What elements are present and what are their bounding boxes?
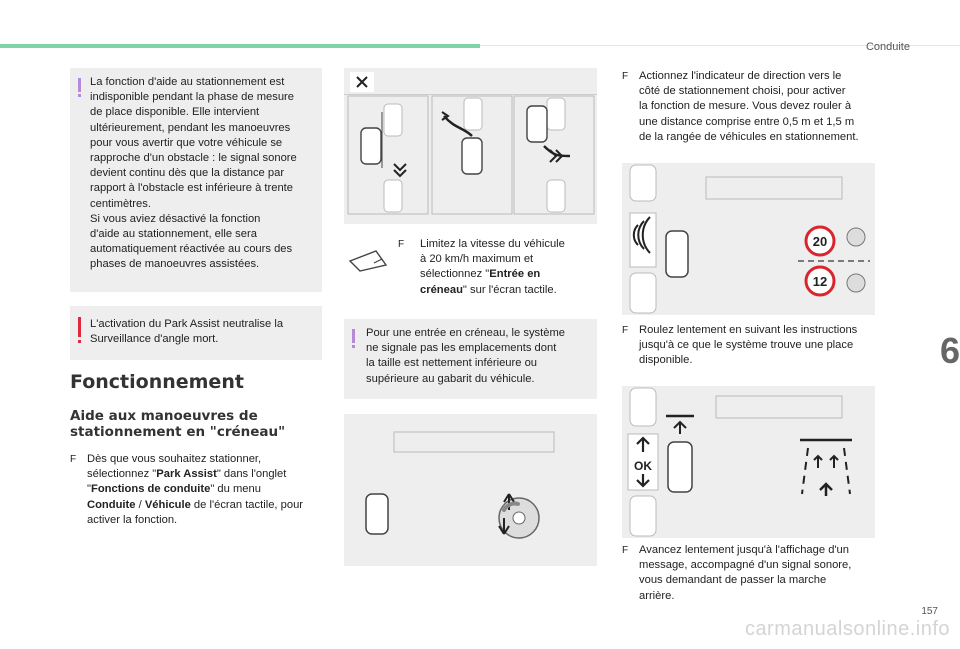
info-note-text: La fonction d'aide au stationnement est indisponible pendant la phase de mesure de place disponible. Elle intervient ultérieurement, pendant les manoeuvres pour vous avertir que votre véhicule se rapproche d'un obstacle : le signal sonore devient continu dès que la distance par rapport à l'obstacle est inférieure à trente centimètres. Si vous aviez désactivé la fonction d'aide au stationnement, elle sera automatiquement réactivée au cours des phases de manoeuvres assistées.	[90, 76, 297, 271]
step-text: Actionnez l'indicateur de direction vers le côté de stationnement choisi, pour activer la fonction de mesure. Vous devez rouler à une distance comprise entre 0,5 m et 1,5 m de la rangée de véhicules en stationnement.	[639, 70, 859, 143]
advance-message-illustration	[622, 386, 875, 538]
watermark: carmanualsonline.info	[744, 618, 950, 640]
step-text: Limitez la vitesse du véhicule à 20 km/h maximum et sélectionnez "Entrée en créneau" sur l'écran tactile.	[420, 238, 565, 296]
step-advance-slowly	[622, 543, 892, 607]
bullet-icon: F	[622, 71, 629, 82]
car-key-icon	[346, 247, 390, 275]
step-limit-speed	[344, 237, 597, 303]
warning-note-text: L'activation du Park Assist neutralise la Surveillance d'angle mort.	[90, 318, 284, 346]
info-note-text: Pour une entrée en créneau, le système ne signale pas les emplacements dont la taille est nettement inférieure ou supérieure au gabarit du véhicule.	[366, 327, 566, 385]
warning-icon	[78, 317, 81, 337]
info-note-creneau	[344, 319, 597, 399]
step-activate-park-assist	[70, 452, 332, 532]
chapter-number: 6	[939, 330, 960, 371]
speed-value-20: 20	[812, 234, 828, 249]
page-number: 157	[921, 606, 938, 617]
bullet-icon: F	[622, 325, 629, 336]
figure-steering-assist	[344, 414, 597, 566]
measure-space-illustration	[622, 163, 875, 315]
steering-assist-illustration	[344, 414, 597, 566]
step-text: Dès que vous souhaitez stationner, sélectionnez "Park Assist" dans l'onglet "Fonctions de conduite" du menu Conduite / Véhicule de l'écran tactile, pour activer la fonction.	[87, 453, 304, 526]
ok-label: OK	[634, 459, 652, 473]
subheading-creneau: Aide aux manoeuvres de stationnement en "créneau"	[70, 408, 286, 440]
info-icon	[78, 78, 81, 92]
figure-advance-message	[622, 386, 875, 538]
figure-measure-space	[622, 163, 875, 315]
speed-value-12: 12	[812, 274, 828, 289]
parking-screen-illustration	[344, 68, 597, 224]
bullet-icon: F	[398, 239, 405, 250]
info-icon	[352, 329, 355, 343]
step-text: Avancez lentement jusqu'à l'affichage d'un message, accompagné d'un signal sonore, vous demandant de passer la marche arrière.	[639, 544, 852, 602]
step-turn-signal	[622, 69, 892, 149]
figure-parking-screen	[344, 68, 597, 224]
warning-note-blind-spot	[70, 306, 322, 360]
heading-fonctionnement: Fonctionnement	[70, 371, 244, 393]
step-text: Roulez lentement en suivant les instructions jusqu'à ce que le système trouve une place disponible.	[639, 324, 858, 367]
step-drive-slowly	[622, 323, 892, 371]
info-note-parking	[70, 68, 322, 292]
header-accent-bar	[0, 44, 480, 48]
bullet-icon: F	[70, 454, 77, 465]
section-title: Conduite	[865, 41, 910, 53]
bullet-icon: F	[622, 545, 629, 556]
